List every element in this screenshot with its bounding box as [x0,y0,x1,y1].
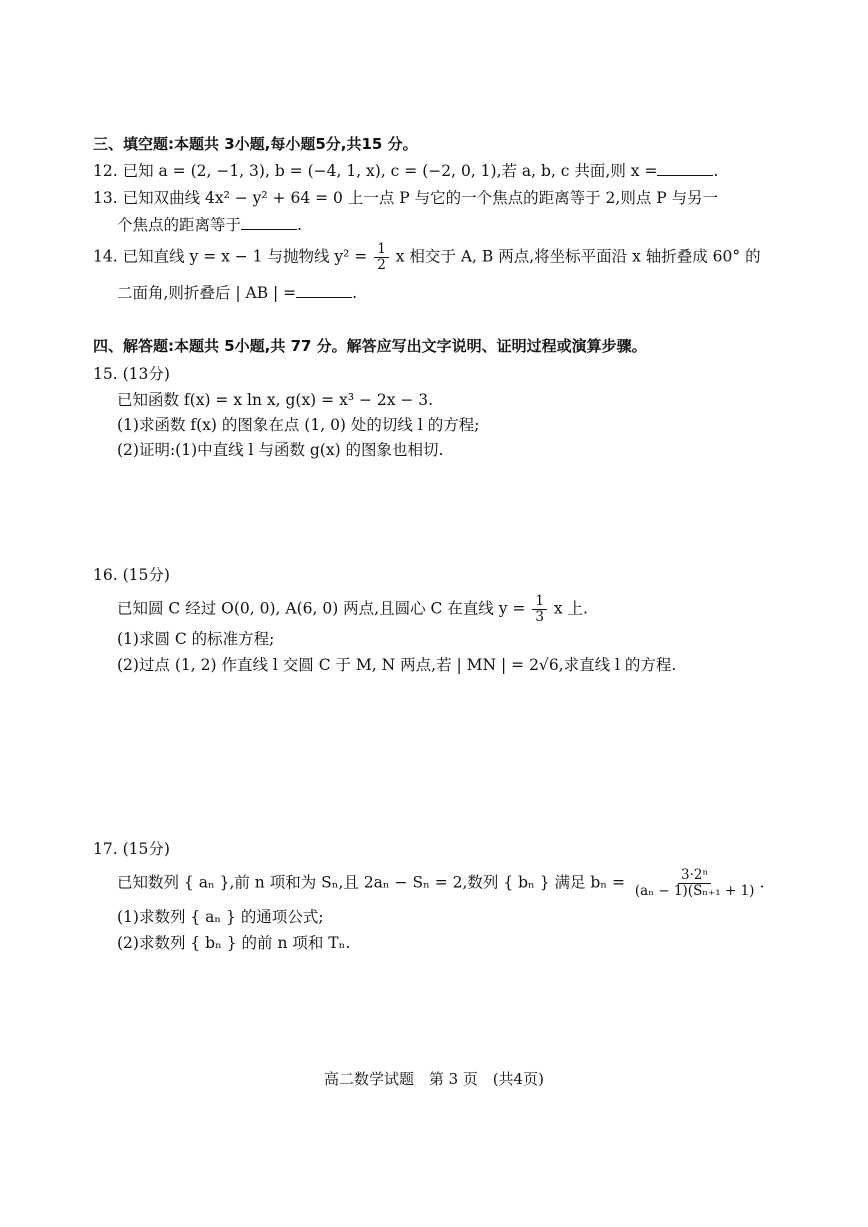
section4-heading: 四、解答题:本题共 5小题,共 77 分。解答应写出文字说明、证明过程或演算步骤。 [93,337,647,355]
question-15-label: 15. (13分) [93,365,170,383]
question-15-part2: (2)证明:(1)中直线 l 与函数 g(x) 的图象也相切. [117,441,444,459]
question-16-label: 16. (15分) [93,566,170,584]
question-12: 12. 已知 a = (2, −1, 3), b = (−4, 1, x), c = (−2, 0, 1),若 a, b, c 共面,则 x = . [93,162,719,180]
question-17-part2: (2)求数列 { bₙ } 的前 n 项和 Tₙ. [117,934,351,952]
answer-blank [657,160,713,176]
question-15-stem: 已知函数 f(x) = x ln x, g(x) = x³ − 2x − 3. [117,391,434,409]
question-13-line1: 13. 已知双曲线 4x² − y² + 64 = 0 上一点 P 与它的一个焦点的距离等于 2,则点 P 与另一 [93,189,719,207]
question-14-line2: 二面角,则折叠后 | AB | = . [117,284,358,302]
fraction: $\frac{1}{3}$ [532,594,547,625]
answer-blank [241,214,297,230]
page-footer: 高二数学试题 第 3 页 (共4页) [324,1070,544,1088]
question-16-stem: 已知圆 C 经过 O(0, 0), A(6, 0) 两点,且圆心 C 在直线 y = $\frac{1}{3}$ x 上. [117,593,588,625]
answer-blank [296,282,352,298]
question-14-line1: 14. 已知直线 y = x − 1 与抛物线 y² = $\frac{1}{2}$ x 相交于 A, B 两点,将坐标平面沿 x 轴折叠成 60° 的 [93,241,761,273]
fraction: $\frac{\text{3·2ⁿ}}{\text{(aₙ − 1)(Sₙ₊₁ + 1)}}$ [634,867,755,899]
question-17-part1: (1)求数列 { aₙ } 的通项公式; [117,908,324,926]
question-16-part2: (2)过点 (1, 2) 作直线 l 交圆 C 于 M, N 两点,若 | MN | = 2√6,求直线 l 的方程. [117,656,677,674]
question-13-line2: 个焦点的距离等于 . [117,216,302,234]
question-17-stem: 已知数列 { aₙ },前 n 项和为 Sₙ,且 2aₙ − Sₙ = 2,数列 { bₙ } 满足 bₙ = $\frac{\text{3·2ⁿ}}{\text{(aₙ − 1)(Sₙ₊₁ + 1)}}$ . [117,867,765,899]
question-15-part1: (1)求函数 f(x) 的图象在点 (1, 0) 处的切线 l 的方程; [117,416,480,434]
section3-heading: 三、填空题:本题共 3小题,每小题5分,共15 分。 [93,135,418,153]
question-17-label: 17. (15分) [93,840,170,858]
fraction: $\frac{1}{2}$ [374,242,389,273]
question-16-part1: (1)求圆 C 的标准方程; [117,630,275,648]
